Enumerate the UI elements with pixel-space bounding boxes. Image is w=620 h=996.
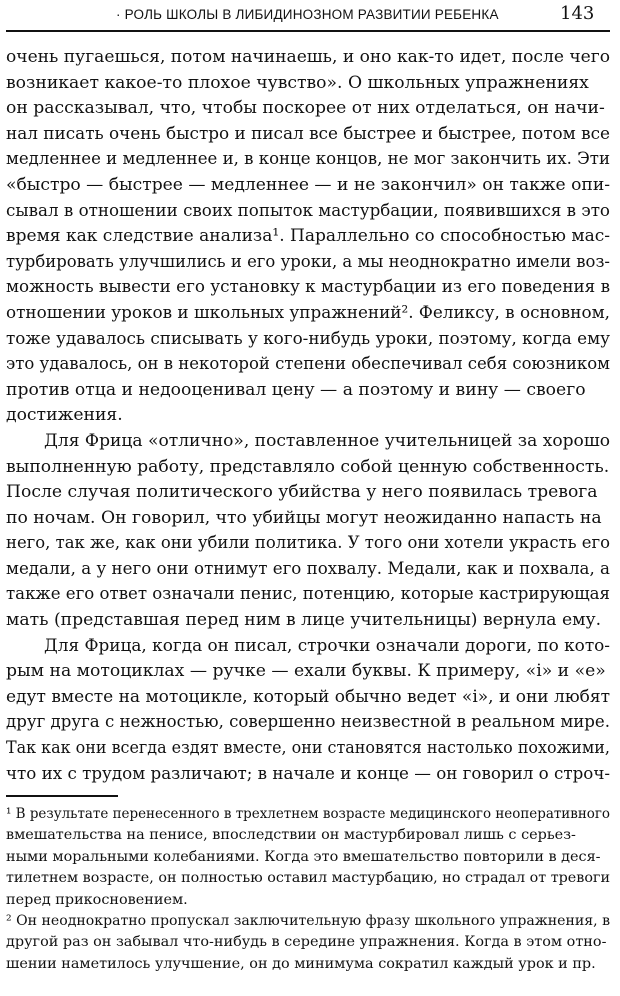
footnote-line: другой раз он забывал что-нибудь в середине упражнения. Когда в этом отно- [6,934,607,951]
text-line: тоже удавалось списывать у кого-нибудь уроки, поэтому, когда ему [6,328,610,349]
text-line: отношении уроков и школьных упражнений². Феликсу, в основном, [6,302,610,323]
text-line: едут вместе на мотоцикле, который обычно ведет «i», и они любят [6,686,610,707]
text-line: Так как они всегда ездят вместе, они становятся настолько похожими, [6,738,610,759]
footnote-line: ² Он неоднократно пропускал заключительную фразу школьного упражнения, в [6,912,610,929]
text-line: против отца и недооценивал цену — а поэтому и вину — своего [6,379,586,400]
text-line: После случая политического убийства у него появилась тревога [6,482,598,503]
footnotes [6,804,610,975]
page-header [0,0,620,40]
text-line: него, так же, как они убили политика. У того они хотели украсть его [6,533,610,554]
text-line: «быстро — быстрее — медленнее — и не закончил» он также опи- [6,174,610,195]
footnote-line: тилетнем возрасте, он полностью оставил мастурбацию, но страдал от тревоги [6,870,610,887]
footnote-line: шении наметилось улучшение, он до минимума сократил каждый урок и пр. [6,955,596,972]
footnote-line: вмешательства на пенисе, впоследствии он мастурбировал лишь с серьез- [6,827,576,844]
text-line: также его ответ означали пенис, потенцию, которые кастрирующая [6,584,610,605]
text-line: возникает какое-то плохое чувство». О школьных упражнениях [6,72,589,93]
footnote-line: ными моральными колебаниями. Когда это вмешательство повторили в деся- [6,848,601,865]
text-line: это удавалось, он в некоторой степени обеспечивал себя союзником [6,354,610,375]
text-line: друг друга с нежностью, совершенно неизвестной в реальном мире. [6,712,610,733]
page-number: 143 [560,3,595,24]
running-title: · РОЛЬ ШКОЛЫ В ЛИБИДИНОЗНОМ РАЗВИТИИ РЕБЕНКА [116,7,499,22]
text-line: очень пугаешься, потом начинаешь, и оно как-то идет, после чего [6,47,610,67]
body-text [6,45,610,787]
text-line: выполненную работу, представляло собой ценную собственность. [6,456,610,477]
footnote-line: перед прикосновением. [6,891,188,908]
text-line: время как следствие анализа¹. Параллельно со способностью мас- [6,226,610,247]
text-line: он рассказывал, что, чтобы поскорее от них отделаться, он начи- [6,98,605,119]
text-line: Для Фрица, когда он писал, строчки означали дороги, по кото- [44,635,610,656]
text-line: Для Фрица «отлично», поставленное учительницей за хорошо [44,430,610,451]
text-line: достижения. [6,405,123,426]
text-line: сывал в отношении своих попыток мастурбации, появившихся в это [6,200,610,221]
text-line: мать (представшая перед ним в лице учительницы) вернула ему. [6,610,602,631]
text-line: нал писать очень быстро и писал все быстрее и быстрее, потом все [6,123,610,144]
text-line: турбировать улучшились и его уроки, а мы неоднократно имели воз- [6,251,610,272]
text-line: медали, а у него они отнимут его похвалу. Медали, как и похвала, а [6,558,610,579]
text-line: можность вывести его установку к мастурбации из его поведения в [6,277,610,298]
text-line: рым на мотоциклах — ручке — ехали буквы. К примеру, «i» и «e» [6,661,606,682]
header-rule [6,30,610,32]
footnote-rule [6,795,118,797]
footnote-line: ¹ В результате перенесенного в трехлетнем возрасте медицинского неоперативного [6,806,610,822]
text-line: что их с трудом различают; в начале и конце — он говорил о строч- [6,763,610,784]
text-line: по ночам. Он говорил, что убийцы могут неожиданно напасть на [6,507,602,528]
text-line: медленнее и медленнее и, в конце концов, не мог закончить их. Эти [6,149,610,170]
